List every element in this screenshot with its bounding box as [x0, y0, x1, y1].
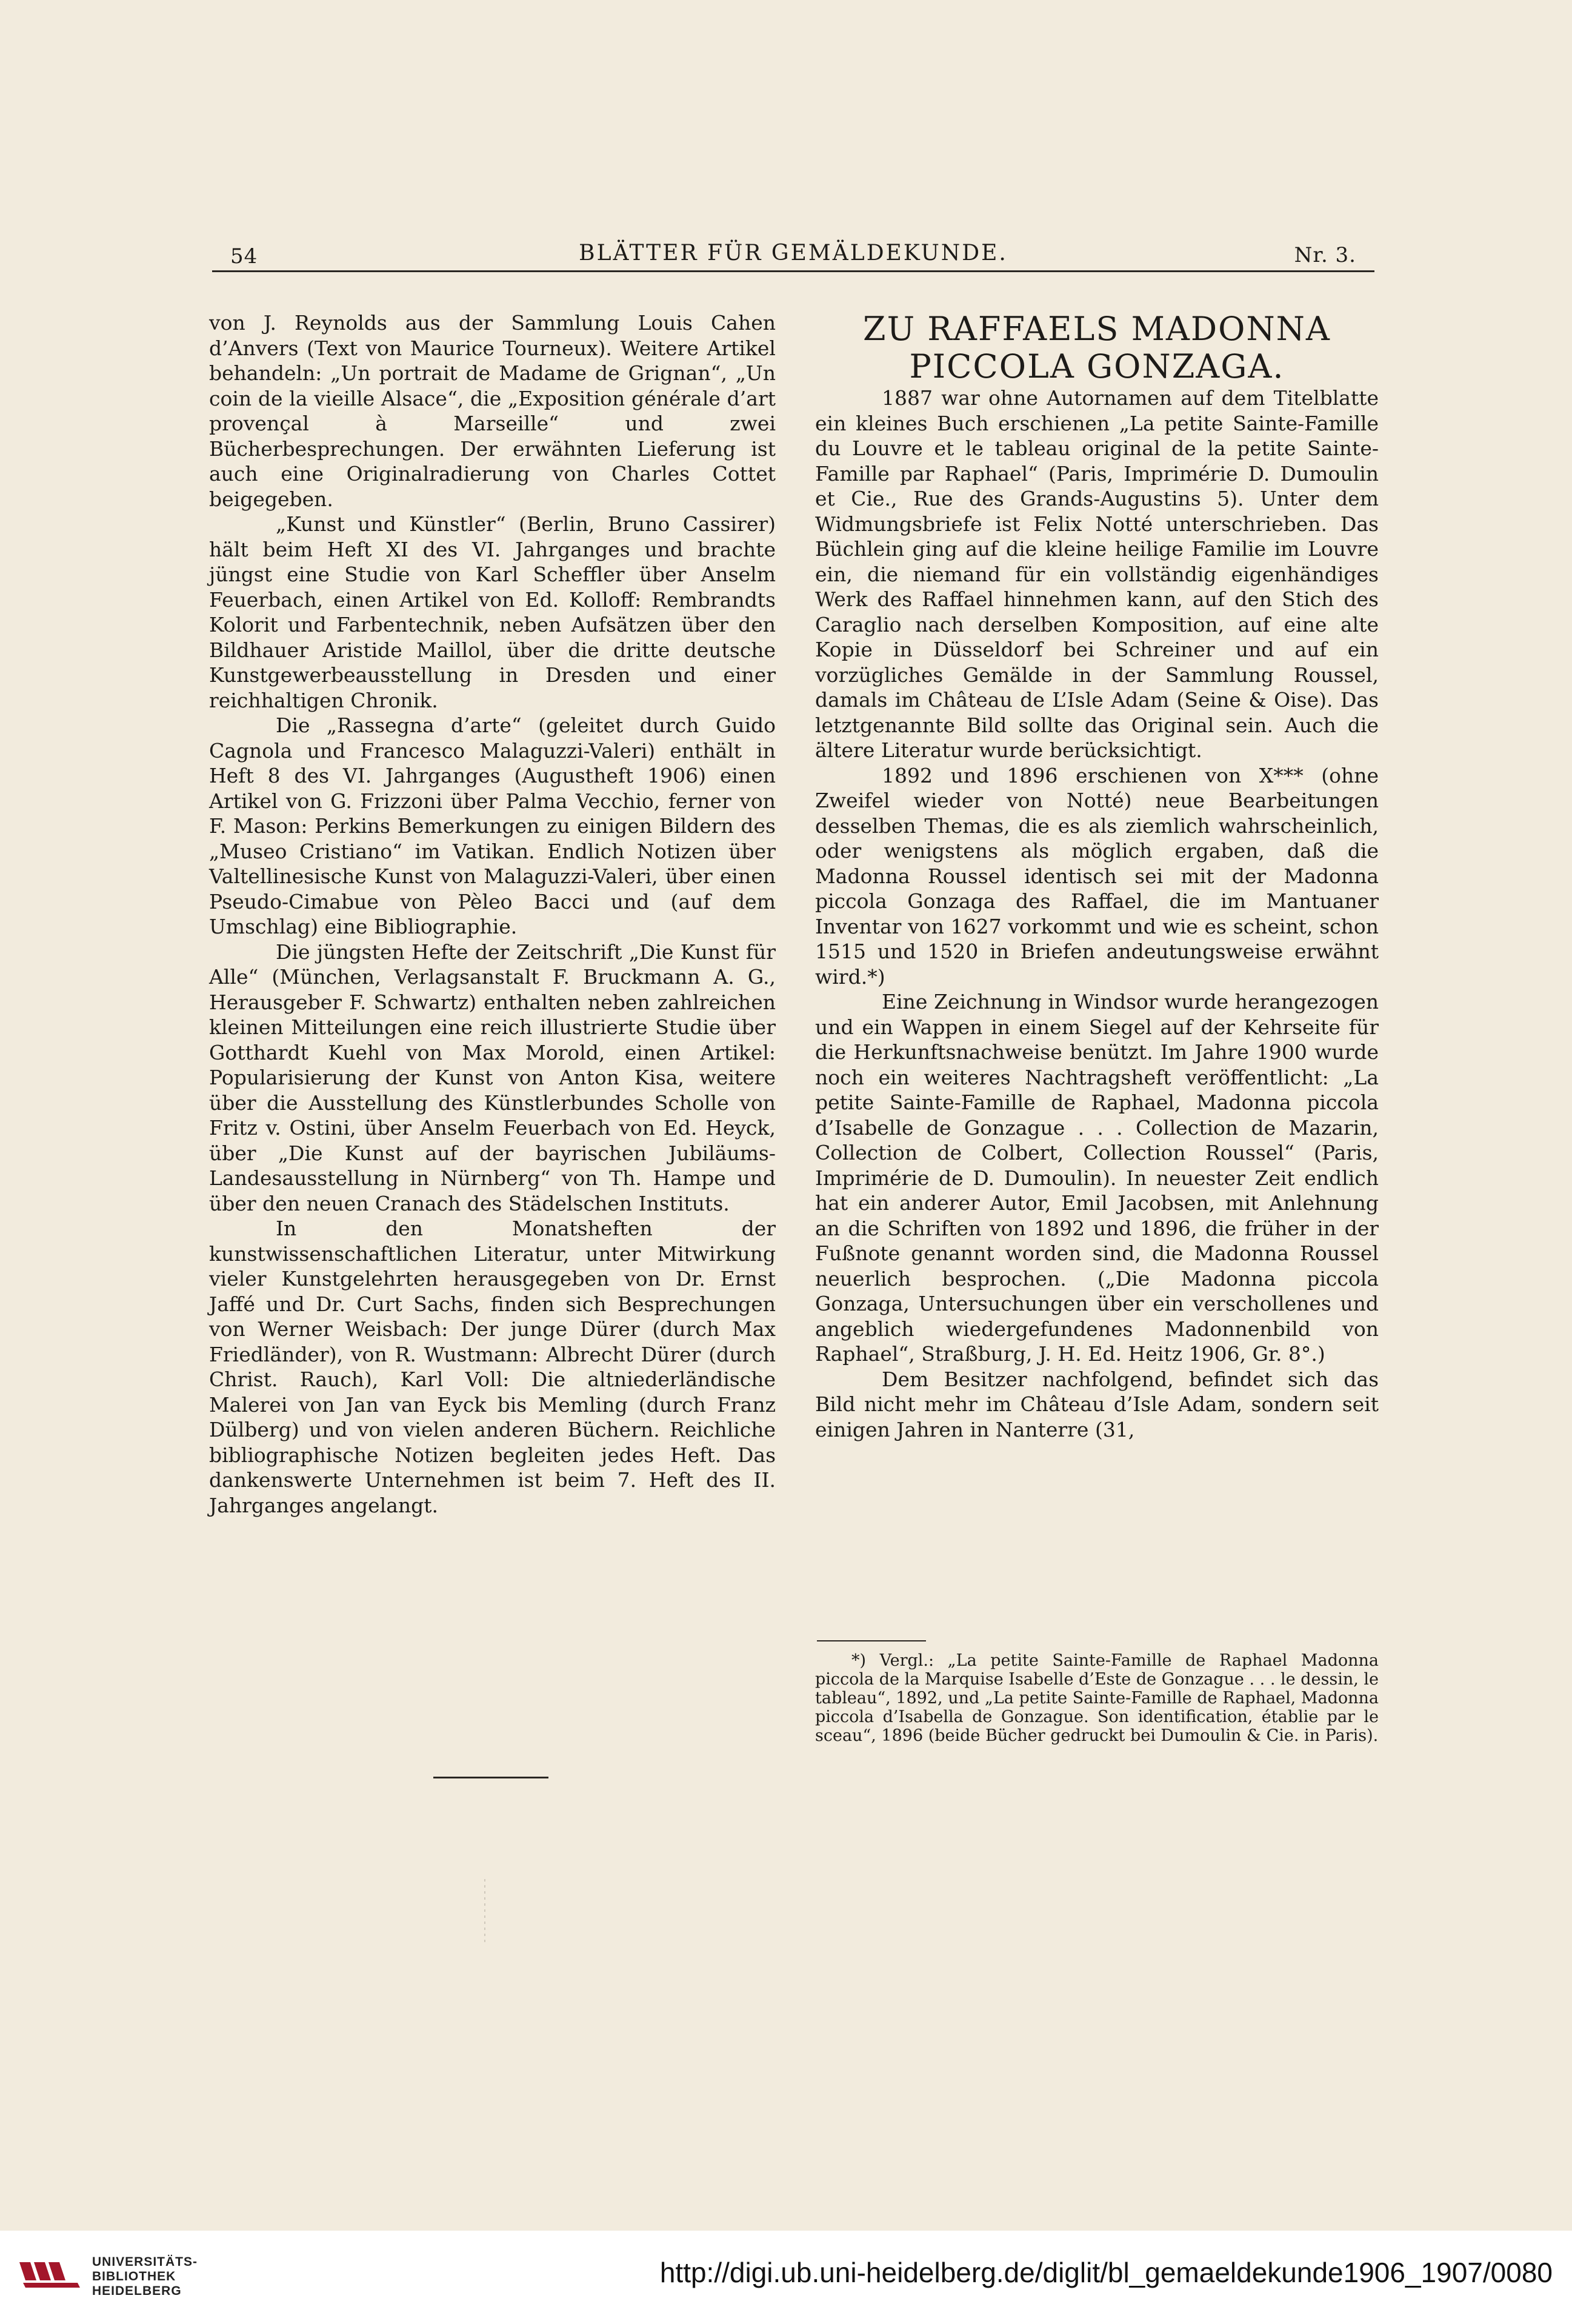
- footnote: [815, 1651, 1379, 1745]
- paragraph: Die jüngsten Hefte der Zeitschrift „Die Kunst für Alle“ (München, Verlagsanstalt F. Bruckmann A. G., Herausgeber F. Schwartz) enthalten neben zahlreichen kleinen Mitteilungen eine reich illustrierte Studie über Gotthardt Kuehl von Max Morold, einen Artikel: Popularisierung der Kunst von Anton Kisa, weitere über die Ausstellung des Künstlerbundes Scholle von Fritz v. Ostini, über Anselm Feuerbach von Ed. Heyck, über „Die Kunst auf der bayrischen Jubiläums-Landesausstellung in Nürnberg“ von Th. Hampe und über den neuen Cranach des Städelschen Instituts.: [209, 940, 776, 1215]
- footnote-rule: [817, 1640, 926, 1641]
- paragraph: 1892 und 1896 erschienen von X*** (ohne Zweifel wieder von Notté) neue Bearbeitungen desselben Themas, die es als ziemlich wahrscheinlich, oder wenigstens als möglich ergaben, daß die Madonna Roussel identisch sei mit der Madonna piccola Gonzaga des Raffael, die im Mantuaner Inventar von 1627 vorkommt und wie es scheint, schon 1515 und 1520 in Briefen andeutungsweise erwähnt wird.*): [815, 763, 1379, 989]
- issue-number: Nr. 3.: [1294, 243, 1356, 267]
- paragraph: von J. Reynolds aus der Sammlung Louis Cahen d’Anvers (Text von Maurice Tourneux). Weitere Artikel behandeln: „Un portrait de Madame de Grignan“, „Un coin de la vieille Alsace“, die „Exposition générale d’art provençal à Marseille“ und zwei Bücherbesprechungen. Der erwähnten Lieferung ist auch eine Originalradierung von Charles Cottet beigegeben.: [209, 311, 776, 511]
- paragraph: 1887 war ohne Autornamen auf dem Titelblatte ein kleines Buch erschienen „La petite Sainte-Famille du Louvre et le tableau original de la petite Sainte-Famille par Raphael“ (Paris, Imprimérie D. Dumoulin et Cie., Rue des Grands-Augustins 5). Unter dem Widmungsbriefe ist Felix Notté unterschrieben. Das Büchlein ging auf die kleine heilige Familie im Louvre ein, die niemand für ein vollständig eigenhändiges Werk des Raffael hinnehmen kann, auf den Stich des Caraglio nach derselben Komposition, auf eine alte Kopie in Düsseldorf bei Schreiner und auf ein vorzügliches Gemälde in der Sammlung Roussel, damals im Château de L’Isle Adam (Seine & Oise). Das letztgenannte Bild sollte das Original sein. Auch die ältere Literatur wurde berücksichtigt.: [815, 386, 1379, 762]
- paragraph: In den Monatsheften der kunstwissenschaftlichen Literatur, unter Mitwirkung vieler Kunstgelehrten herausgegeben von Dr. Ernst Jaffé und Dr. Curt Sachs, finden sich Besprechungen von Werner Weisbach: Der junge Dürer (durch Max Friedländer), von R. Wustmann: Albrecht Dürer (durch Christ. Rauch), Karl Voll: Die altniederländische Malerei von Jan van Eyck bis Memling (durch Franz Dülberg) und von vielen anderen Büchern. Reichliche bibliographische Notizen begleiten jedes Heft. Das dankenswerte Unternehmen ist beim 7. Heft des II. Jahrganges angelangt.: [209, 1217, 776, 1517]
- article-end-rule: [433, 1777, 548, 1778]
- university-library-logo-icon: [19, 2256, 85, 2292]
- journal-title: BLÄTTER FÜR GEMÄLDEKUNDE.: [579, 241, 1008, 265]
- paragraph: Die „Rassegna d’arte“ (geleitet durch Guido Cagnola und Francesco Malaguzzi-Valeri) enthält in Heft 8 des VI. Jahrganges (Augustheft 1906) einen Artikel von G. Frizzoni über Palma Vecchio, ferner von F. Mason: Perkins Bemerkungen zu einigen Bildern des „Museo Cristiano“ im Vatikan. Endlich Notizen über Valtellinesische Kunst von Malaguzzi-Valeri, über einen Pseudo-Cimabue von Pèleo Bacci und (auf dem Umschlag) eine Bibliographie.: [209, 713, 776, 938]
- paragraph: Eine Zeichnung in Windsor wurde herangezogen und ein Wappen in einem Siegel auf der Kehrseite für die Herkunftsnachweise benützt. Im Jahre 1900 wurde noch ein weiteres Nachtragsheft veröffentlicht: „La petite Sainte-Famille de Raphael, Madonna piccola d’Isabelle de Gonzague . . . Collection de Mazarin, Collection de Colbert, Collection Roussel“ (Paris, Imprimérie de D. Dumoulin). In neuester Zeit endlich hat ein anderer Autor, Emil Jacobsen, mit Anlehnung an die Schriften von 1892 und 1896, die früher in der Fußnote genannt worden sind, die Madonna Roussel neuerlich besprochen. („Die Madonna piccola Gonzaga, Untersuchungen über ein verschollenes und angeblich wiedergefundenes Madonnenbild von Raphael“, Straßburg, J. H. Ed. Heitz 1906, Gr. 8°.): [815, 990, 1379, 1366]
- page-number: 54: [230, 244, 258, 269]
- library-name: [92, 2255, 198, 2299]
- header-rule: [212, 270, 1374, 272]
- footnote-text: *) Vergl.: „La petite Sainte-Famille de Raphael Madonna piccola de la Marquise Isabelle d’Este de Gonzague . . . le dessin, le tableau“, 1892, und „La petite Sainte-Famille de Raphael, Madonna piccola d’Isabella de Gonzague. Son identification, établie par le sceau“, 1896 (beide Bücher gedruckt bei Dumoulin & Cie. in Paris).: [815, 1651, 1379, 1745]
- library-line: UNIVERSITÄTS-: [92, 2255, 198, 2269]
- library-line: BIBLIOTHEK: [92, 2269, 176, 2283]
- running-header: [212, 233, 1374, 273]
- article-heading: ZU RAFFAELS MADONNA PICCOLA GONZAGA.: [863, 310, 1331, 386]
- left-column: [209, 310, 776, 1518]
- library-line: HEIDELBERG: [92, 2284, 182, 2298]
- permalink-url[interactable]: http://digi.ub.uni-heidelberg.de/diglit/bl_gemaeldekunde1906_1907/0080: [659, 2257, 1553, 2288]
- paragraph: „Kunst und Künstler“ (Berlin, Bruno Cassirer) hält beim Heft XI des VI. Jahrganges und brachte jüngst eine Studie von Karl Scheffler über Anselm Feuerbach, einen Artikel von Ed. Kolloff: Rembrandts Kolorit und Farbentechnik, neben Aufsätzen über den Bildhauer Aristide Maillol, über die dritte deutsche Kunstgewerbeausstellung in Dresden und einer reichhaltigen Chronik.: [209, 512, 776, 712]
- paper-crease-mark: [479, 1879, 491, 1946]
- right-column: [815, 310, 1379, 1442]
- paragraph: Dem Besitzer nachfolgend, befindet sich das Bild nicht mehr im Château d’Isle Adam, sondern seit einigen Jahren in Nanterre (31,: [815, 1367, 1379, 1441]
